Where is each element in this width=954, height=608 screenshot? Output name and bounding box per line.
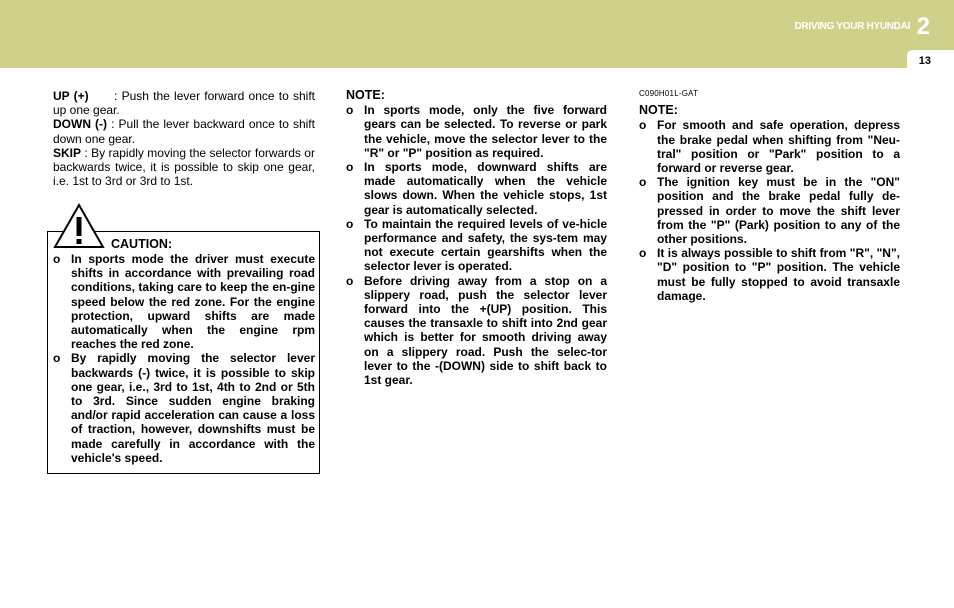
caution-title: CAUTION:	[111, 237, 173, 251]
list-item	[346, 103, 607, 160]
sep: :	[81, 145, 92, 160]
chapter-number: 2	[916, 13, 930, 40]
def-down	[53, 117, 315, 145]
note-text: The ignition key must be in the "ON" position and the brake pedal fully de-pressed in order to move the shift lever from the "P" (Park) position to any of the other positions.	[657, 175, 900, 247]
left-column	[53, 89, 315, 188]
caution-text: By rapidly moving the selector lever backwards (-) twice, it is possible to skip one gear, i.e., 3rd to 1st, 4th to 2nd or 5th to 3rd. Since sudden engine braking and/or rapid acceleration can cause a loss of traction, however, downshifts must be made carefully in accordance with the vehicle's speed.	[71, 351, 315, 465]
bullet: o	[639, 118, 647, 133]
bullet: o	[346, 273, 354, 288]
term-skip: SKIP	[53, 145, 82, 160]
def-skip	[53, 146, 315, 189]
note-column-2	[639, 87, 900, 303]
list-item	[346, 160, 607, 217]
def-text: Push the lever forward once to shift up one gear.	[53, 89, 315, 118]
reference-code: C090H01L-GAT	[639, 89, 699, 98]
header-band	[0, 0, 954, 68]
note-text: In sports mode, downward shifts are made automatically when the vehicle slows down. When the vehicle stops, 1st gear is automatically selected.	[364, 160, 607, 217]
bullet: o	[53, 351, 61, 366]
bullet: o	[346, 160, 354, 175]
section-title: DRIVING YOUR HYUNDAI	[794, 21, 910, 32]
sep: :	[88, 89, 122, 103]
term-up: UP (+)	[53, 89, 89, 103]
caution-list	[53, 252, 315, 465]
list-item	[53, 351, 315, 465]
list-item	[346, 274, 607, 388]
def-text: By rapidly moving the selector forwards or backwards twice, it is possible to skip one gear, i.e. 1st to 3rd or 3rd to 1st.	[53, 145, 315, 189]
bullet: o	[346, 103, 354, 118]
note-text: It is always possible to shift from "R", "N", "D" position to "P" position. The vehicle must be fully stopped to avoid transaxle damage.	[657, 246, 900, 303]
list-item	[639, 118, 900, 175]
list-item	[639, 246, 900, 303]
caution-text: In sports mode the driver must execute shifts in accordance with prevailing road conditions, taking care to keep the en-gine speed below the red zone. For the engine protection, upward shifts are made automatically when the engine rpm reaches the red zone.	[71, 252, 315, 352]
note-text: In sports mode, only the five forward gears can be selected. To reverse or park the vehicle, move the selector lever to the "R" or "P" position as required.	[364, 103, 607, 160]
note-text: For smooth and safe operation, depress the brake pedal when shifting from "Neu-tral" position or "Park" position to a forward or reverse gear.	[657, 118, 900, 176]
note-text: Before driving away from a stop on a slippery road, push the selector lever forward into the +(UP) position. This causes the transaxle to shift into 2nd gear which is better for smooth driving away on a slippery road. Push the selec-tor lever to the -(DOWN) side to shift back to 1st gear.	[364, 273, 607, 388]
sep: :	[107, 117, 119, 132]
note-title: NOTE:	[346, 88, 385, 102]
list-item	[53, 252, 315, 351]
def-up	[53, 89, 315, 117]
warning-triangle-icon	[53, 203, 105, 249]
note-column-1	[346, 88, 607, 387]
note-text: To maintain the required levels of ve-hicle performance and safety, the sys-tem may not execute certain gearshifts when the selector lever is operated.	[364, 216, 607, 274]
bullet: o	[639, 246, 647, 261]
bullet: o	[53, 252, 61, 266]
list-item	[346, 217, 607, 274]
page-number: 13	[918, 55, 931, 67]
note-title: NOTE:	[639, 103, 678, 118]
bullet: o	[346, 216, 354, 231]
bullet: o	[639, 175, 647, 190]
def-text: Pull the lever backward once to shift down one gear.	[53, 117, 315, 146]
term-down: DOWN (-)	[53, 117, 108, 132]
list-item	[639, 175, 900, 246]
